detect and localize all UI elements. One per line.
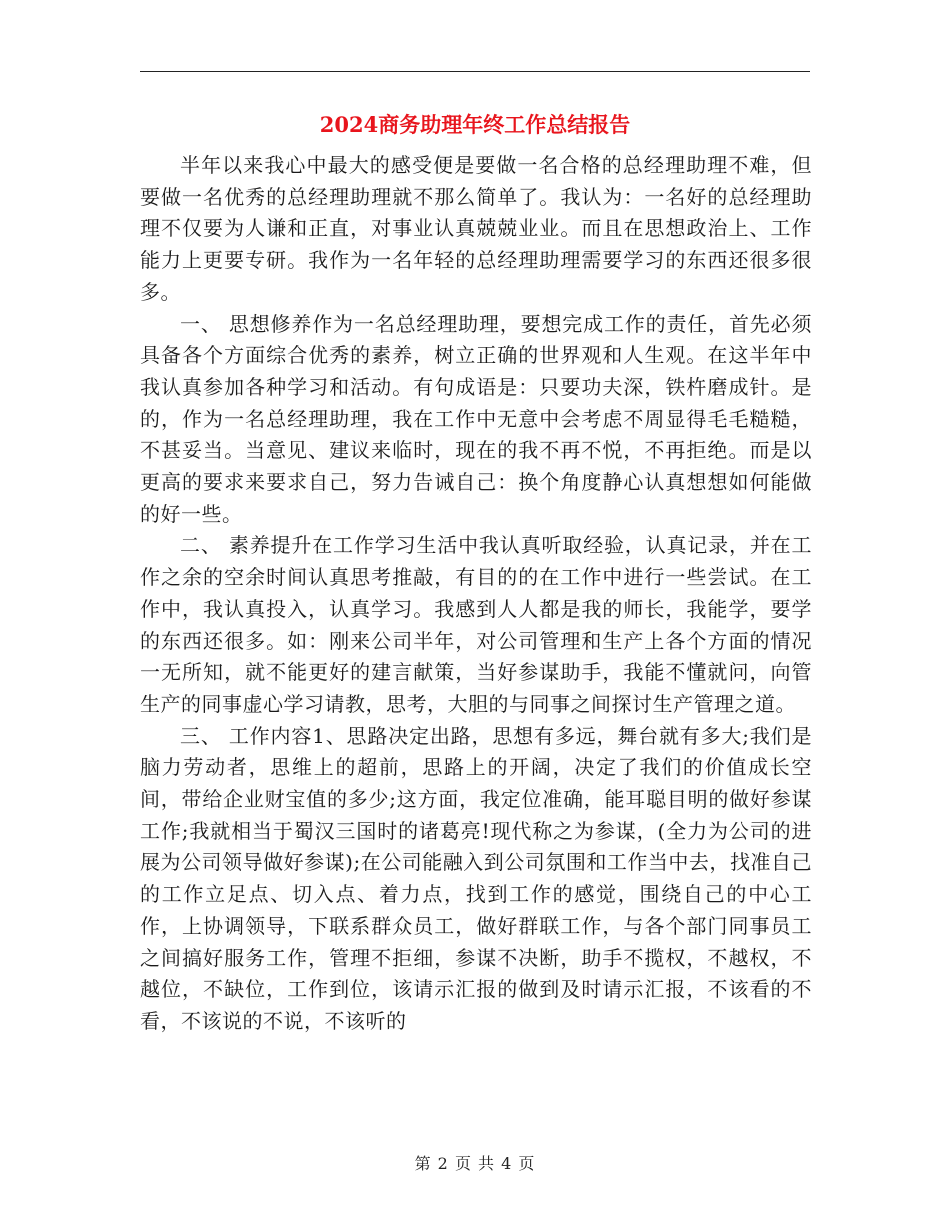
document-title: 2024商务助理年终工作总结报告 [319, 112, 631, 137]
page-number-footer: 第 2 页 共 4 页 [414, 1154, 536, 1173]
paragraph-section-2: 二、 素养提升在工作学习生活中我认真听取经验，认真记录，并在工作之余的空余时间认真思考推敲，有目的的在工作中进行一些尝试。在工作中，我认真投入，认真学习。我感到人人都是我的师长，我能学，要学的东西还很多。如：刚来公司半年，对公司管理和生产上各个方面的情况一无所知，就不能更好的建言献策，当好参谋助手，我能不懂就问，向管生产的同事虚心学习请教，思考，大胆的与同事之间探讨生产管理之道。 [140, 533, 812, 716]
paragraph-section-1: 一、 思想修养作为一名总经理助理，要想完成工作的责任，首先必须具备各个方面综合优秀的素养，树立正确的世界观和人生观。在这半年中我认真参加各种学习和活动。有句成语是：只要功夫深，铁杵磨成针。是的，作为一名总经理助理，我在工作中无意中会考虑不周显得毛毛糙糙，不甚妥当。当意见、建议来临时，现在的我不再不悦，不再拒绝。而是以更高的要求来要求自己，努力告诫自己：换个角度静心认真想想如何能做的好一些。 [140, 311, 812, 526]
document-body [140, 150, 812, 1038]
header-rule [140, 71, 810, 72]
paragraph-section-3: 三、 工作内容1、思路决定出路，思想有多远，舞台就有多大;我们是脑力劳动者，思维上的超前，思路上的开阔，决定了我们的价值成长空间，带给企业财宝值的多少;这方面，我定位准确，能耳聪目明的做好参谋工作;我就相当于蜀汉三国时的诸葛亮!现代称之为参谋，(全力为公司的进展为公司领导做好参谋);在公司能融入到公司氛围和工作当中去，找准自己的工作立足点、切入点、着力点，找到工作的感觉，围绕自己的中心工作，上协调领导，下联系群众员工，做好群联工作，与各个部门同事员工之间搞好服务工作，管理不拒细，参谋不决断，助手不揽权，不越权，不越位，不缺位，工作到位，该请示汇报的做到及时请示汇报，不该看的不看，不该说的不说，不该听的 [140, 723, 812, 1033]
paragraph-intro: 半年以来我心中最大的感受便是要做一名合格的总经理助理不难，但要做一名优秀的总经理助理就不那么简单了。我认为：一名好的总经理助理不仅要为人谦和正直，对事业认真兢兢业业。而且在思想政治上、工作能力上更要专研。我作为一名年轻的总经理助理需要学习的东西还很多很多。 [140, 153, 812, 304]
